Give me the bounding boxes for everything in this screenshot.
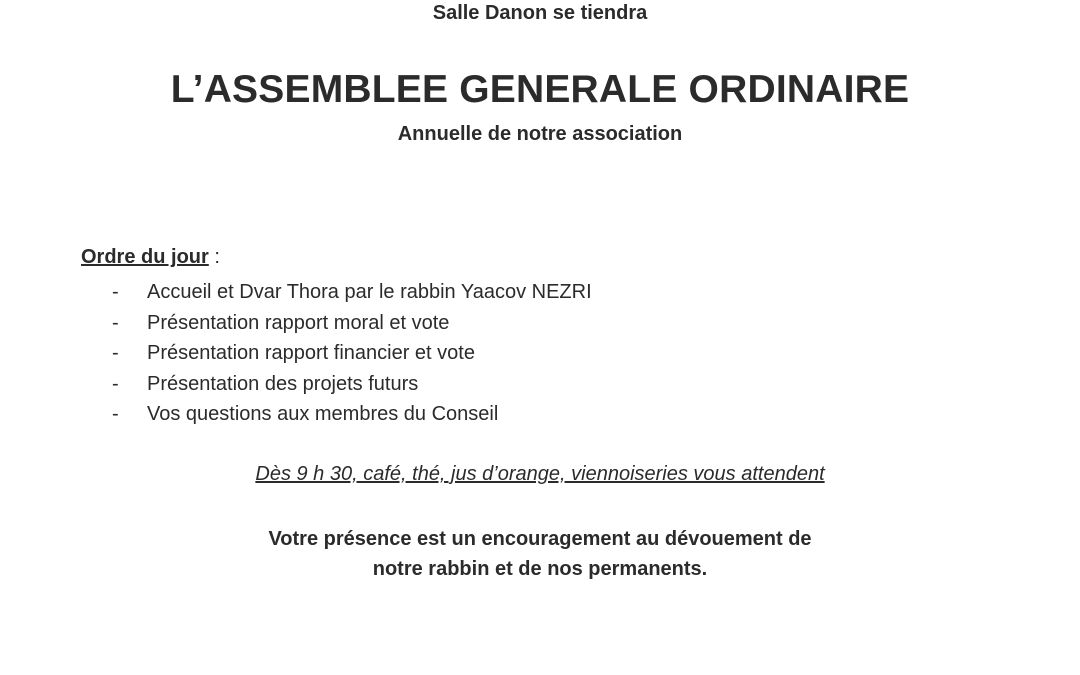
agenda-item-text: Vos questions aux membres du Conseil xyxy=(147,403,499,425)
agenda-item-text: Présentation rapport moral et vote xyxy=(147,311,450,334)
document-subtitle: Annuelle de notre association xyxy=(397,123,683,145)
agenda-item xyxy=(112,338,592,369)
agenda-item-text: Présentation des projets futurs xyxy=(147,372,419,395)
list-dash: - xyxy=(112,372,119,395)
agenda-heading-label: Ordre du jour xyxy=(81,246,209,268)
agenda-item xyxy=(112,277,592,308)
list-dash: - xyxy=(112,342,119,364)
list-dash: - xyxy=(112,311,119,334)
closing-line-1: Votre présence est un encouragement au dévouement de xyxy=(268,528,812,550)
agenda-item xyxy=(112,399,592,430)
agenda-heading xyxy=(81,246,220,269)
agenda-item-text: Accueil et Dvar Thora par le rabbin Yaacov NEZRI xyxy=(147,281,592,303)
agenda-item xyxy=(112,308,592,339)
document-title: L’ASSEMBLEE GENERALE ORDINAIRE xyxy=(170,68,910,111)
agenda-item xyxy=(112,369,592,400)
agenda-list xyxy=(112,277,592,430)
list-dash: - xyxy=(112,281,119,303)
closing-message xyxy=(0,524,1080,584)
intro-line: Salle Danon se tiendra xyxy=(432,2,648,24)
agenda-heading-colon: : xyxy=(208,246,220,268)
agenda-item-text: Présentation rapport financier et vote xyxy=(147,342,475,364)
closing-line-2: notre rabbin et de nos permanents. xyxy=(372,558,708,580)
list-dash: - xyxy=(112,403,119,425)
refreshments-note: Dès 9 h 30, café, thé, jus d’orange, viennoiseries vous attendent xyxy=(255,463,825,485)
